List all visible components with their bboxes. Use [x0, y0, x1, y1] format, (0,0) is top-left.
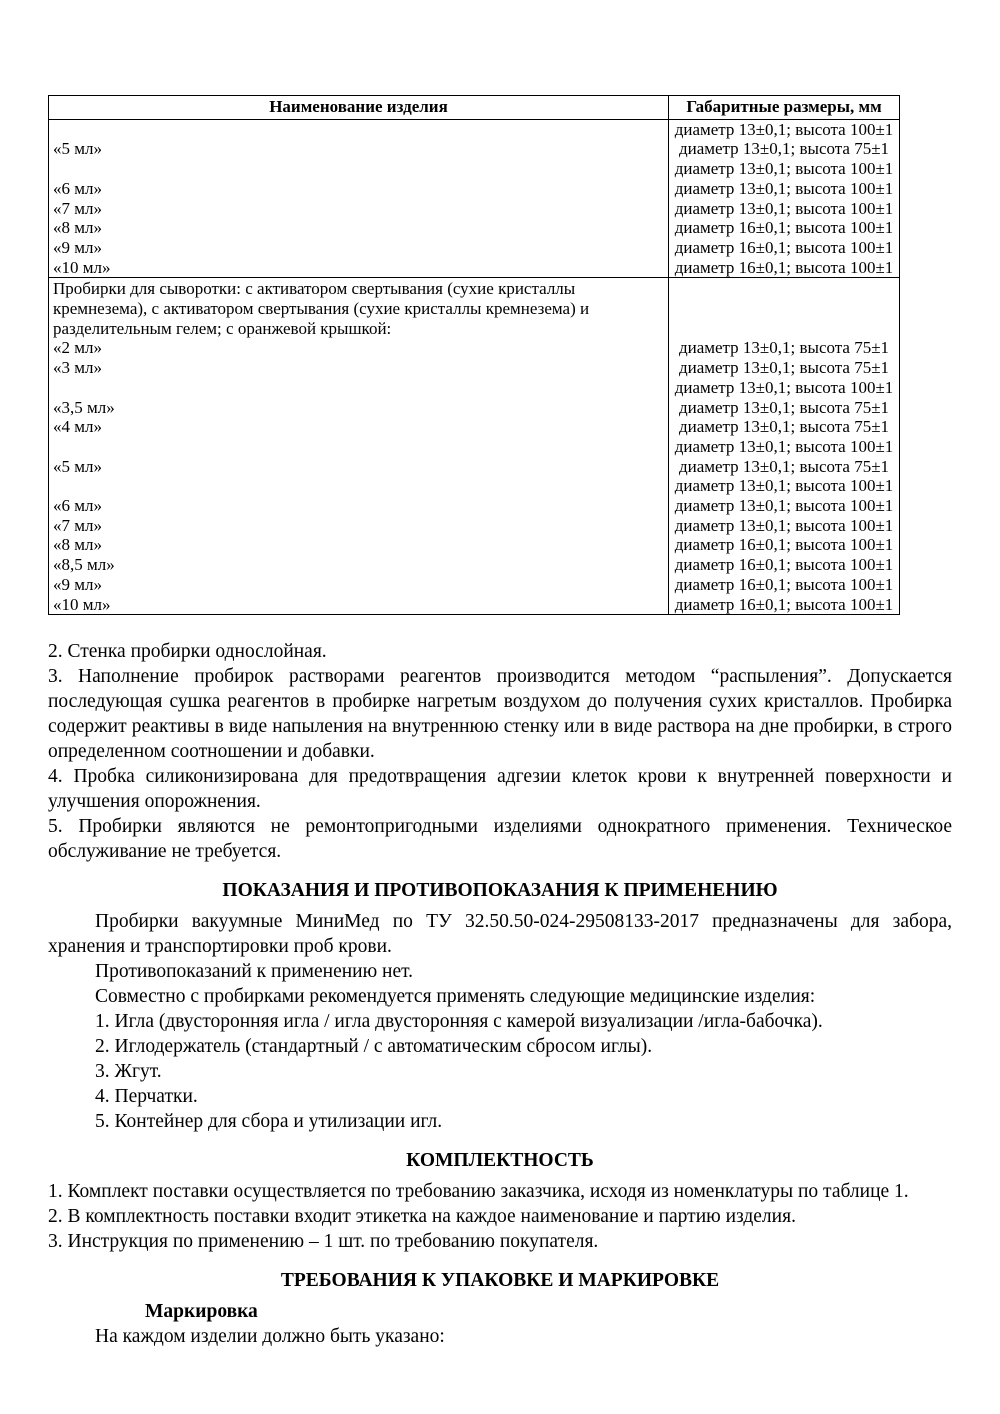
- dimensions-cell: диаметр 16±0,1; высота 100±1: [674, 218, 894, 238]
- table-row: [49, 139, 899, 159]
- paragraph-contraindications: Противопоказаний к применению нет.: [95, 961, 414, 983]
- paragraph-delivery-set: 1. Комплект поставки осуществляется по требованию заказчика, исходя из номенклатуры по таблице 1.: [48, 1181, 909, 1203]
- list-item-container: 5. Контейнер для сбора и утилизации игл.: [95, 1111, 443, 1133]
- product-name-cell: «9 мл»: [49, 575, 669, 595]
- dimensions-cell: диаметр 16±0,1; высота 100±1: [674, 535, 894, 555]
- product-name-cell: «5 мл»: [49, 139, 669, 159]
- table-row: [49, 496, 899, 516]
- table-row: [49, 457, 899, 477]
- document-body: [48, 639, 952, 1349]
- paragraph-single-use: 5. Пробирки являются не ремонтопригодными изделиями однократного применения. Техническое обслуживание не требуется.: [48, 816, 952, 863]
- dimensions-cell: диаметр 13±0,1; высота 75±1: [678, 358, 890, 378]
- table-row: [49, 476, 899, 496]
- dimensions-cell: диаметр 13±0,1; высота 100±1: [674, 515, 894, 535]
- paragraph-label: 2. В комплектность поставки входит этикетка на каждое наименование и партию изделия.: [48, 1206, 796, 1228]
- table-row: [49, 437, 899, 457]
- list-item-needle: 1. Игла (двусторонняя игла / игла двусторонняя с камерой визуализации /игла-бабочка).: [95, 1011, 823, 1033]
- column-header-product-name: Наименование изделия: [49, 96, 669, 119]
- table-row: [49, 555, 899, 575]
- paragraph-filling: 3. Наполнение пробирок растворами реагентов производится методом “распыления”. Допускается последующая сушка реагентов в пробирке нагретым воздухом до получения сухих кристаллов. Пробирка содержит реактивы в виде напыления на внутреннюю стенку или в виде раствора на дне пробирки, в строго определенном соотношении и добавки.: [48, 666, 952, 763]
- product-dimensions-table: [48, 95, 900, 615]
- paragraph-stopper: 4. Пробка силиконизирована для предотвращения адгезии клеток крови к внутренней поверхности и улучшения опорожнения.: [48, 766, 952, 813]
- product-name-cell: «10 мл»: [49, 258, 669, 278]
- dimensions-cell: диаметр 13±0,1; высота 100±1: [674, 198, 894, 218]
- paragraph-marking-intro: На каждом изделии должно быть указано:: [95, 1326, 445, 1348]
- dimensions-cell: диаметр 16±0,1; высота 100±1: [674, 574, 894, 594]
- subheading-marking: Маркировка: [145, 1301, 258, 1323]
- table-row: [49, 378, 899, 398]
- table-row: [49, 535, 899, 555]
- table-row: [49, 516, 899, 536]
- heading-indications: ПОКАЗАНИЯ И ПРОТИВОПОКАЗАНИЯ К ПРИМЕНЕНИЮ: [222, 880, 778, 902]
- dimensions-cell: диаметр 13±0,1; высота 100±1: [674, 159, 894, 179]
- dimensions-cell: диаметр 13±0,1; высота 100±1: [674, 377, 894, 397]
- table-row: [49, 338, 899, 358]
- list-item-tourniquet: 3. Жгут.: [95, 1061, 162, 1083]
- table-row: [49, 575, 899, 595]
- table-row: [49, 278, 899, 338]
- table-row: [49, 159, 899, 179]
- paragraph-wall: 2. Стенка пробирки однослойная.: [48, 641, 327, 663]
- dimensions-cell: диаметр 13±0,1; высота 75±1: [678, 338, 890, 358]
- table-row: [49, 179, 899, 199]
- product-name-cell: [49, 120, 669, 140]
- dimensions-cell: диаметр 13±0,1; высота 100±1: [674, 436, 894, 456]
- product-name-cell: [49, 159, 669, 179]
- product-name-cell: «8 мл»: [49, 535, 669, 555]
- product-name-cell: «8,5 мл»: [49, 555, 669, 575]
- dimensions-cell: диаметр 16±0,1; высота 100±1: [674, 257, 894, 277]
- dimensions-cell: диаметр 13±0,1; высота 100±1: [674, 119, 894, 139]
- table-row: [49, 218, 899, 238]
- paragraph-purpose: Пробирки вакуумные МиниМед по ТУ 32.50.50-024-29508133-2017 предназначены для забора, хранения и транспортировки проб крови.: [48, 911, 952, 958]
- list-item-holder: 2. Иглодержатель (стандартный / с автоматическим сбросом иглы).: [95, 1036, 653, 1058]
- table-row: [49, 417, 899, 437]
- dimensions-cell: диаметр 16±0,1; высота 100±1: [674, 594, 894, 614]
- table-row: [49, 120, 899, 140]
- table-block-serum-tubes: [49, 277, 899, 614]
- paragraph-recommended-devices: Совместно с пробирками рекомендуется применять следующие медицинские изделия:: [95, 986, 816, 1008]
- dimensions-cell: диаметр 16±0,1; высота 100±1: [674, 555, 894, 575]
- column-header-dimensions: Габаритные размеры, мм: [686, 97, 882, 116]
- product-name-cell: [49, 476, 669, 496]
- heading-completeness: КОМПЛЕКТНОСТЬ: [406, 1150, 594, 1172]
- heading-packaging-marking: ТРЕБОВАНИЯ К УПАКОВКЕ И МАРКИРОВКЕ: [280, 1270, 720, 1292]
- product-name-cell: «6 мл»: [49, 496, 669, 516]
- dimensions-cell: диаметр 13±0,1; высота 100±1: [674, 476, 894, 496]
- product-name-cell: «10 мл»: [49, 595, 669, 615]
- table-row: [49, 398, 899, 418]
- dimensions-cell: [669, 278, 899, 338]
- product-name-cell: «4 мл»: [49, 417, 669, 437]
- dimensions-cell: диаметр 13±0,1; высота 100±1: [674, 496, 894, 516]
- product-name-cell: «9 мл»: [49, 238, 669, 258]
- dimensions-cell: диаметр 13±0,1; высота 75±1: [678, 456, 890, 476]
- list-item-gloves: 4. Перчатки.: [95, 1086, 198, 1108]
- product-name-cell: [49, 437, 669, 457]
- table-row: [49, 595, 899, 615]
- product-name-cell: [49, 378, 669, 398]
- product-name-cell: «3,5 мл»: [49, 398, 669, 418]
- product-name-cell: «8 мл»: [49, 218, 669, 238]
- table-row: [49, 199, 899, 219]
- table-row: [49, 258, 899, 278]
- dimensions-cell: диаметр 13±0,1; высота 100±1: [674, 178, 894, 198]
- dimensions-cell: диаметр 13±0,1; высота 75±1: [678, 397, 890, 417]
- table-row: [49, 238, 899, 258]
- product-name-cell: «2 мл»: [49, 338, 669, 358]
- table-block-tubes: [49, 120, 899, 278]
- table-header-row: [49, 96, 899, 120]
- product-name-cell: «7 мл»: [49, 516, 669, 536]
- product-name-cell: «5 мл»: [49, 457, 669, 477]
- table-row: [49, 358, 899, 378]
- paragraph-instruction: 3. Инструкция по применению – 1 шт. по требованию покупателя.: [48, 1231, 599, 1253]
- dimensions-cell: диаметр 16±0,1; высота 100±1: [674, 237, 894, 257]
- product-name-cell: «3 мл»: [49, 358, 669, 378]
- serum-tubes-description: Пробирки для сыворотки: с активатором свертывания (сухие кристаллы кремнезема), с активатором свертывания (сухие кристаллы кремнезема) и разделительным гелем; с оранжевой крышкой:: [49, 278, 669, 338]
- dimensions-cell: диаметр 13±0,1; высота 75±1: [678, 417, 890, 437]
- product-name-cell: «7 мл»: [49, 199, 669, 219]
- dimensions-cell: диаметр 13±0,1; высота 75±1: [678, 139, 890, 159]
- product-name-cell: «6 мл»: [49, 179, 669, 199]
